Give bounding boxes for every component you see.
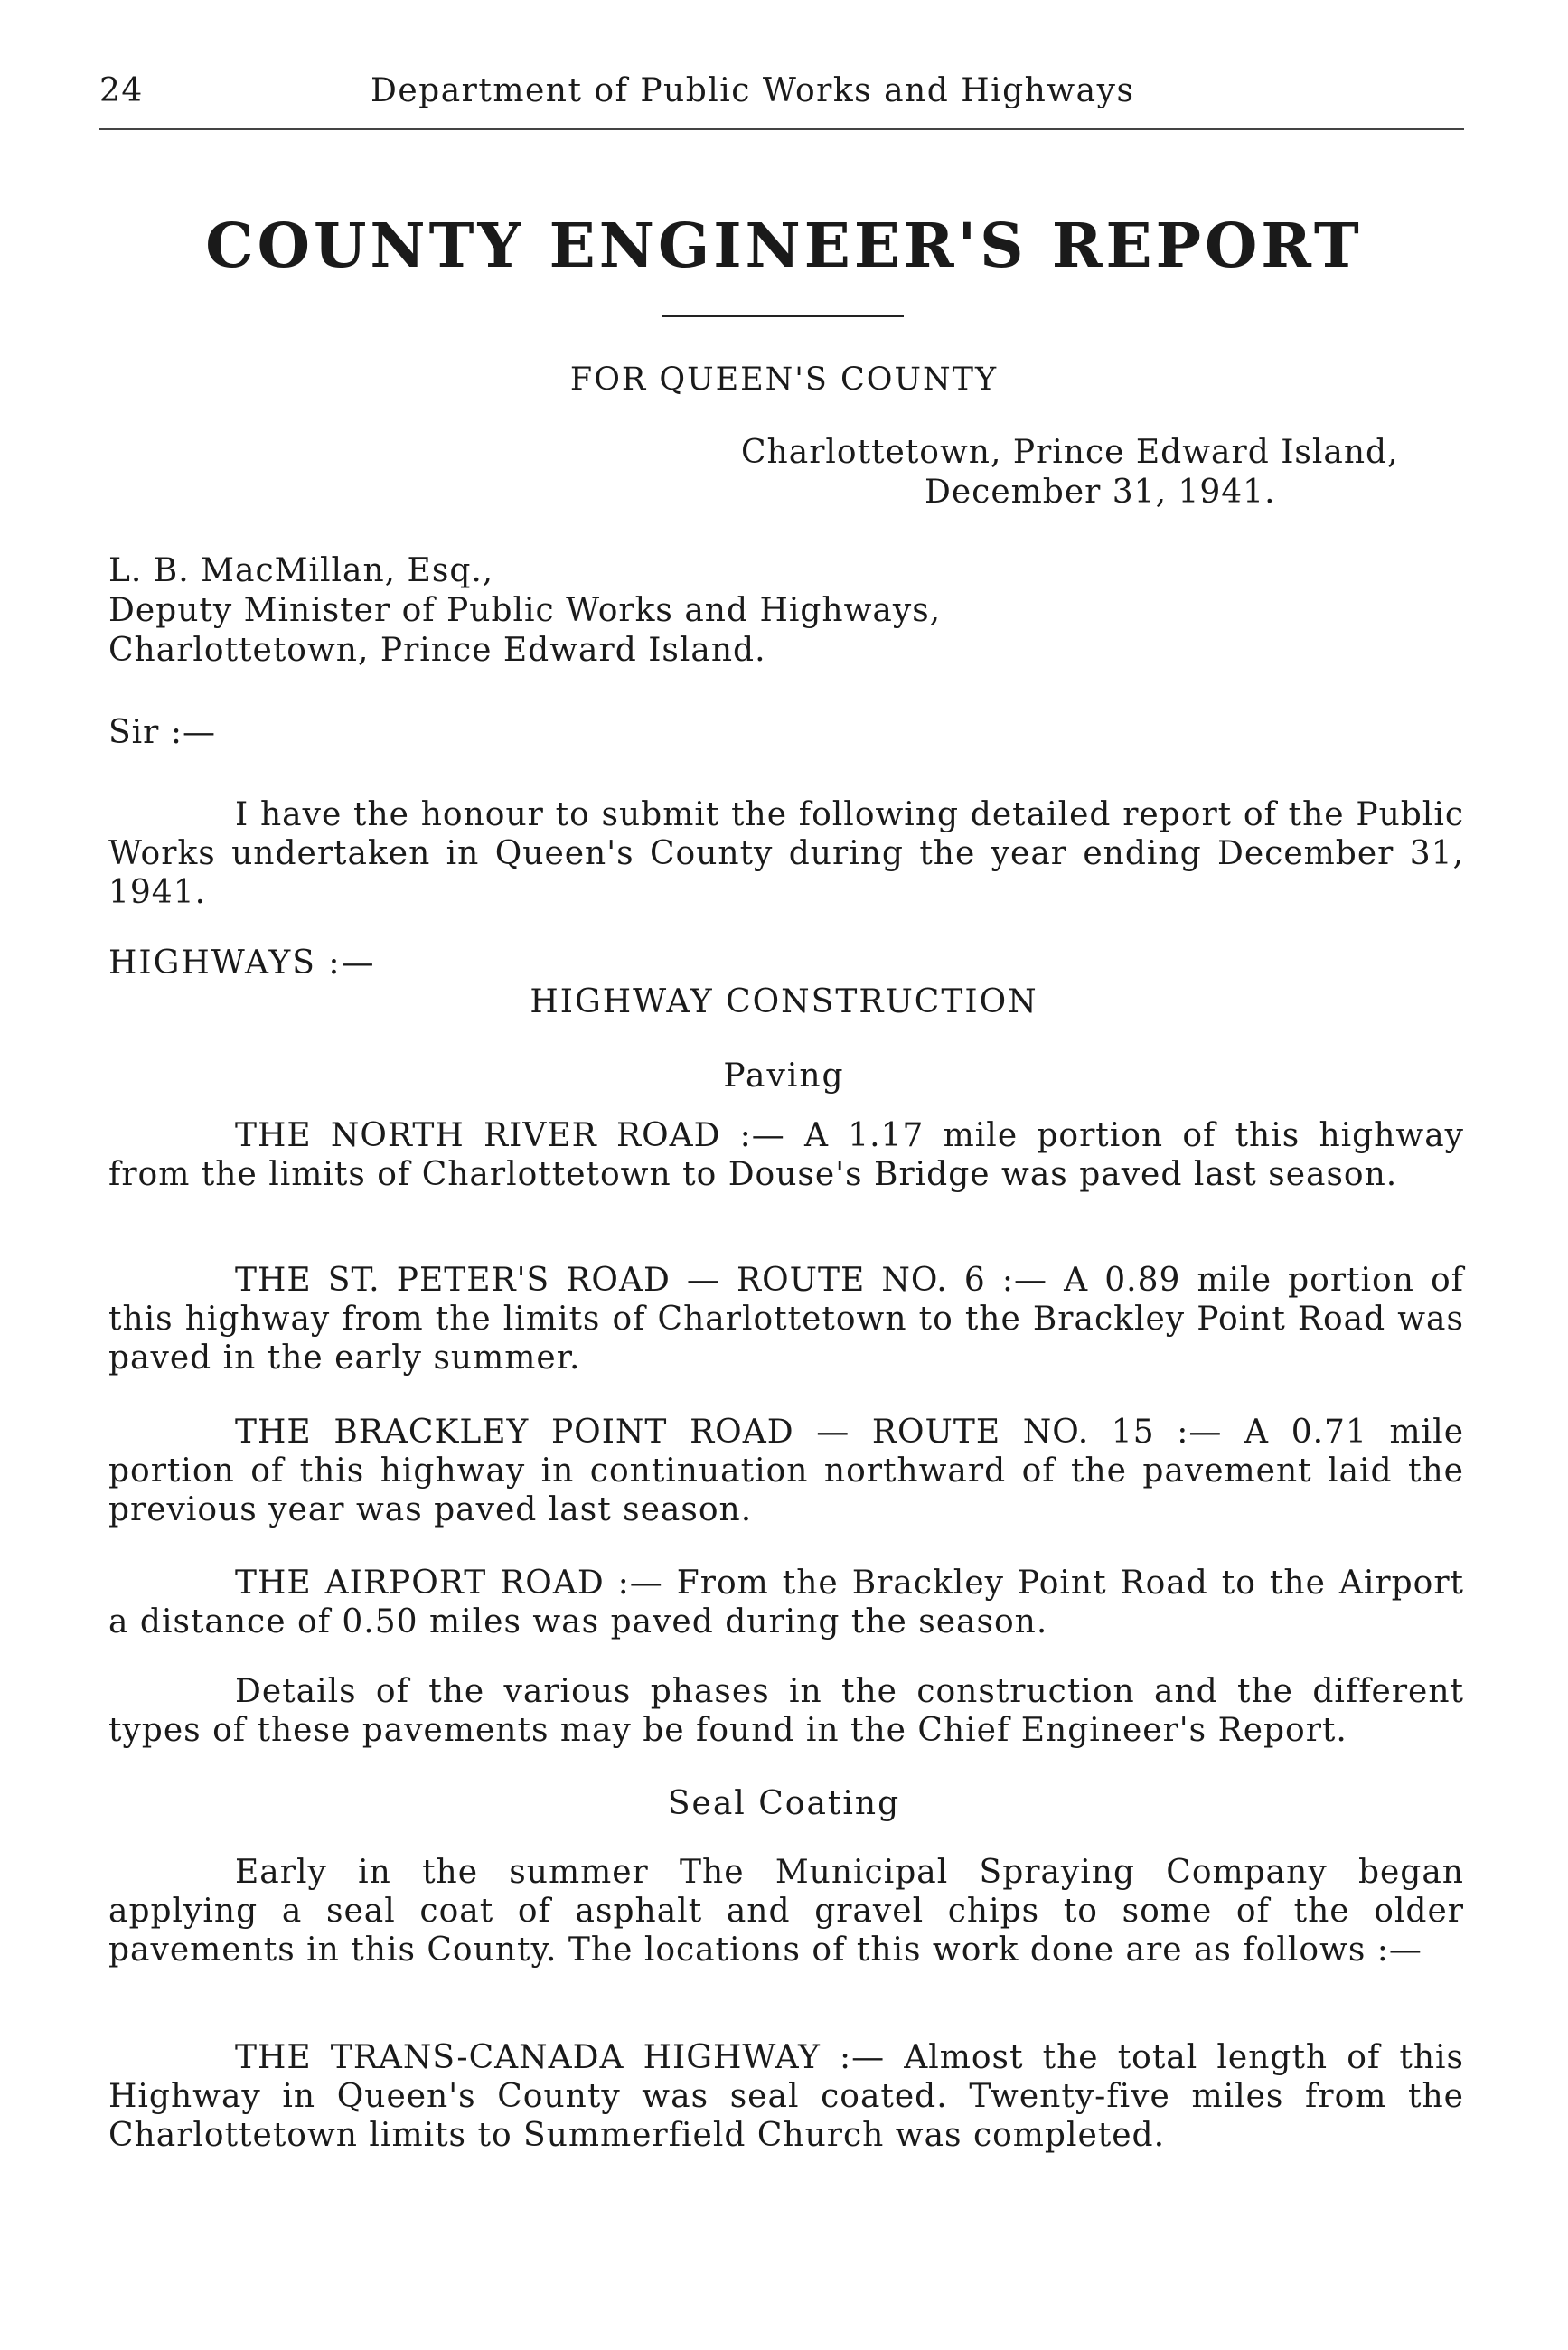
salutation: Sir :— — [108, 714, 216, 751]
department-heading: Department of Public Works and Highways — [371, 72, 1135, 109]
section-heading: HIGHWAYS :— — [108, 945, 376, 982]
title-rule — [662, 315, 904, 317]
page-number: 24 — [99, 72, 144, 109]
addressee-title: Deputy Minister of Public Works and Highways, — [108, 592, 942, 629]
subsection-heading: HIGHWAY CONSTRUCTION — [530, 983, 1038, 1020]
addressee-name: L. B. MacMillan, Esq., — [108, 552, 494, 589]
report-subtitle: FOR QUEEN'S COUNTY — [569, 362, 999, 398]
intro-paragraph: I have the honour to submit the following detailed report of the Public Works undertaken in Queen's County during the year ending December 31, 1941. — [108, 796, 1464, 911]
paving-heading: Paving — [723, 1058, 845, 1095]
paragraph-seal-coating-intro: Early in the summer The Municipal Spraying Company began applying a seal coat of asphalt and gravel chips to some of the older pavements in this County. The locations of this work done are as follows :— — [108, 1854, 1464, 1969]
paragraph-paving-details: Details of the various phases in the construction and the different types of these pavements may be found in the Chief Engineer's Report. — [108, 1673, 1464, 1749]
dateline-place: Charlottetown, Prince Edward Island, — [741, 434, 1399, 471]
seal-coating-heading: Seal Coating — [667, 1785, 901, 1822]
paragraph-north-river-road: THE NORTH RIVER ROAD :— A 1.17 mile portion of this highway from the limits of Charlottetown to Douse's Bridge was paved last season. — [108, 1117, 1464, 1193]
running-header — [99, 72, 1469, 127]
paragraph-airport-road: THE AIRPORT ROAD :— From the Brackley Point Road to the Airport a distance of 0.50 miles was paved during the season. — [108, 1565, 1464, 1640]
addressee-location: Charlottetown, Prince Edward Island. — [108, 632, 766, 669]
paragraph-trans-canada-highway: THE TRANS-CANADA HIGHWAY :— Almost the total length of this Highway in Queen's County was seal coated. Twenty-five miles from the Charlottetown limits to Summerfield Church was completed. — [108, 2039, 1464, 2154]
dateline-date: December 31, 1941. — [925, 474, 1276, 511]
paragraph-brackley-point-road: THE BRACKLEY POINT ROAD — ROUTE NO. 15 :— A 0.71 mile portion of this highway in continuation northward of the pavement laid the previous year was paved last season. — [108, 1414, 1464, 1528]
report-title: COUNTY ENGINEER'S REPORT — [205, 210, 1363, 281]
paragraph-st-peters-road: THE ST. PETER'S ROAD — ROUTE NO. 6 :— A 0.89 mile portion of this highway from the limits of Charlottetown to the Brackley Point Road was paved in the early summer. — [108, 1262, 1464, 1377]
addressee-block — [108, 551, 941, 671]
header-rule — [99, 128, 1464, 130]
